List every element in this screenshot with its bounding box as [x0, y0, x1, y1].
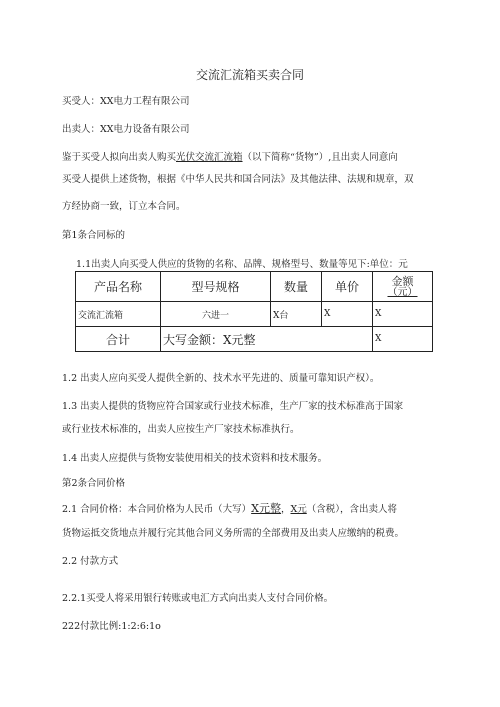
- cell-quantity: X台: [271, 302, 322, 327]
- cell-amount: X: [373, 302, 433, 327]
- price-amount: X元: [290, 504, 307, 515]
- total-amount: X: [373, 327, 433, 352]
- clause-2-1-line-2: 货物运抵交货地点并履行完其他合同义务所需的全部费用及出卖人应缴纳的税费。: [62, 528, 405, 539]
- price-in-words: X元整: [251, 502, 281, 515]
- total-label: 合计: [76, 327, 161, 352]
- col-model: 型号规格: [161, 272, 271, 302]
- col-amount-unit: （元）: [387, 286, 418, 298]
- clause-2-1-text-b: （含税），含出卖人将: [306, 504, 398, 515]
- intro-line-2: 买受人提供上述货物，根据《中华人民共和国合同法》及其他法律、法规和规章，双: [62, 174, 414, 185]
- col-amount: [373, 272, 433, 302]
- clause-1-4: 1.4 出卖人应提供与货物安装使用相关的技术资料和技术服务。: [62, 453, 328, 464]
- clause-1-2: 1.2 出卖人应向买受人提供全新的、技术水平先进的、质量可靠知识产权）。: [62, 373, 380, 384]
- table-row: [76, 302, 433, 327]
- intro-line-3: 方经协商一致，订立本合同。: [62, 201, 186, 212]
- clause-2-1-text-a: 2.1 合同价格：本合同价格为人民币（大写）: [62, 504, 252, 515]
- article-2-heading: 第2条合同价格: [62, 478, 126, 489]
- cell-unit-price: X: [322, 302, 373, 327]
- clause-2-2: 2.2 付款方式: [62, 556, 119, 567]
- product-table: [75, 271, 433, 352]
- intro-line-1: [62, 151, 398, 165]
- cell-product-name: 交流汇流箱: [76, 302, 161, 327]
- cell-model: 六进一: [161, 302, 271, 327]
- buyer-line: 买受人：XX电力工程有限公司: [62, 96, 190, 107]
- contract-title: 交流汇流箱买卖合同: [195, 68, 304, 82]
- clause-1-3-line-1: 1.3 出卖人提供的货物应符合国家或行业技术标准，生产厂家的技术标准高于国家: [62, 401, 404, 412]
- col-product-name: 产品名称: [76, 272, 161, 302]
- total-row: [76, 327, 433, 352]
- intro-text-a: 鉴于买受人拟向出卖人购买: [62, 152, 177, 163]
- col-quantity: 数量: [271, 272, 322, 302]
- clause-1-3-line-2: 或行业技术标准的，出卖人应按生产厂家技术标准执行。: [62, 424, 300, 435]
- clause-2-1-line-1: [62, 502, 397, 517]
- intro-text-b: （以下简称“货物”）,且出卖人同意向: [242, 152, 398, 163]
- table-header-row: [76, 272, 433, 302]
- total-amount-in-words: 大写金额：X元整: [161, 327, 373, 352]
- clause-2-1-sep: ，: [280, 504, 291, 515]
- seller-line: 出卖人：XX电力设备有限公司: [62, 124, 190, 135]
- col-amount-label: 金额: [391, 274, 414, 288]
- clause-1-1: 1.1出卖人向买受人供应的货物的名称、品牌、规格型号、数量等见下:单位：元: [76, 259, 408, 270]
- clause-2-2-2: 222付款比例:1:2:6:1o: [62, 621, 161, 632]
- goods-name: 光伏交流汇流箱: [176, 152, 243, 163]
- col-unit-price: 单价: [322, 272, 373, 302]
- clause-2-2-1: 2.2.1买受人将采用银行转账或电汇方式向出卖人支付合同价格。: [62, 593, 334, 604]
- article-1-heading: 第1条合同标的: [62, 230, 126, 241]
